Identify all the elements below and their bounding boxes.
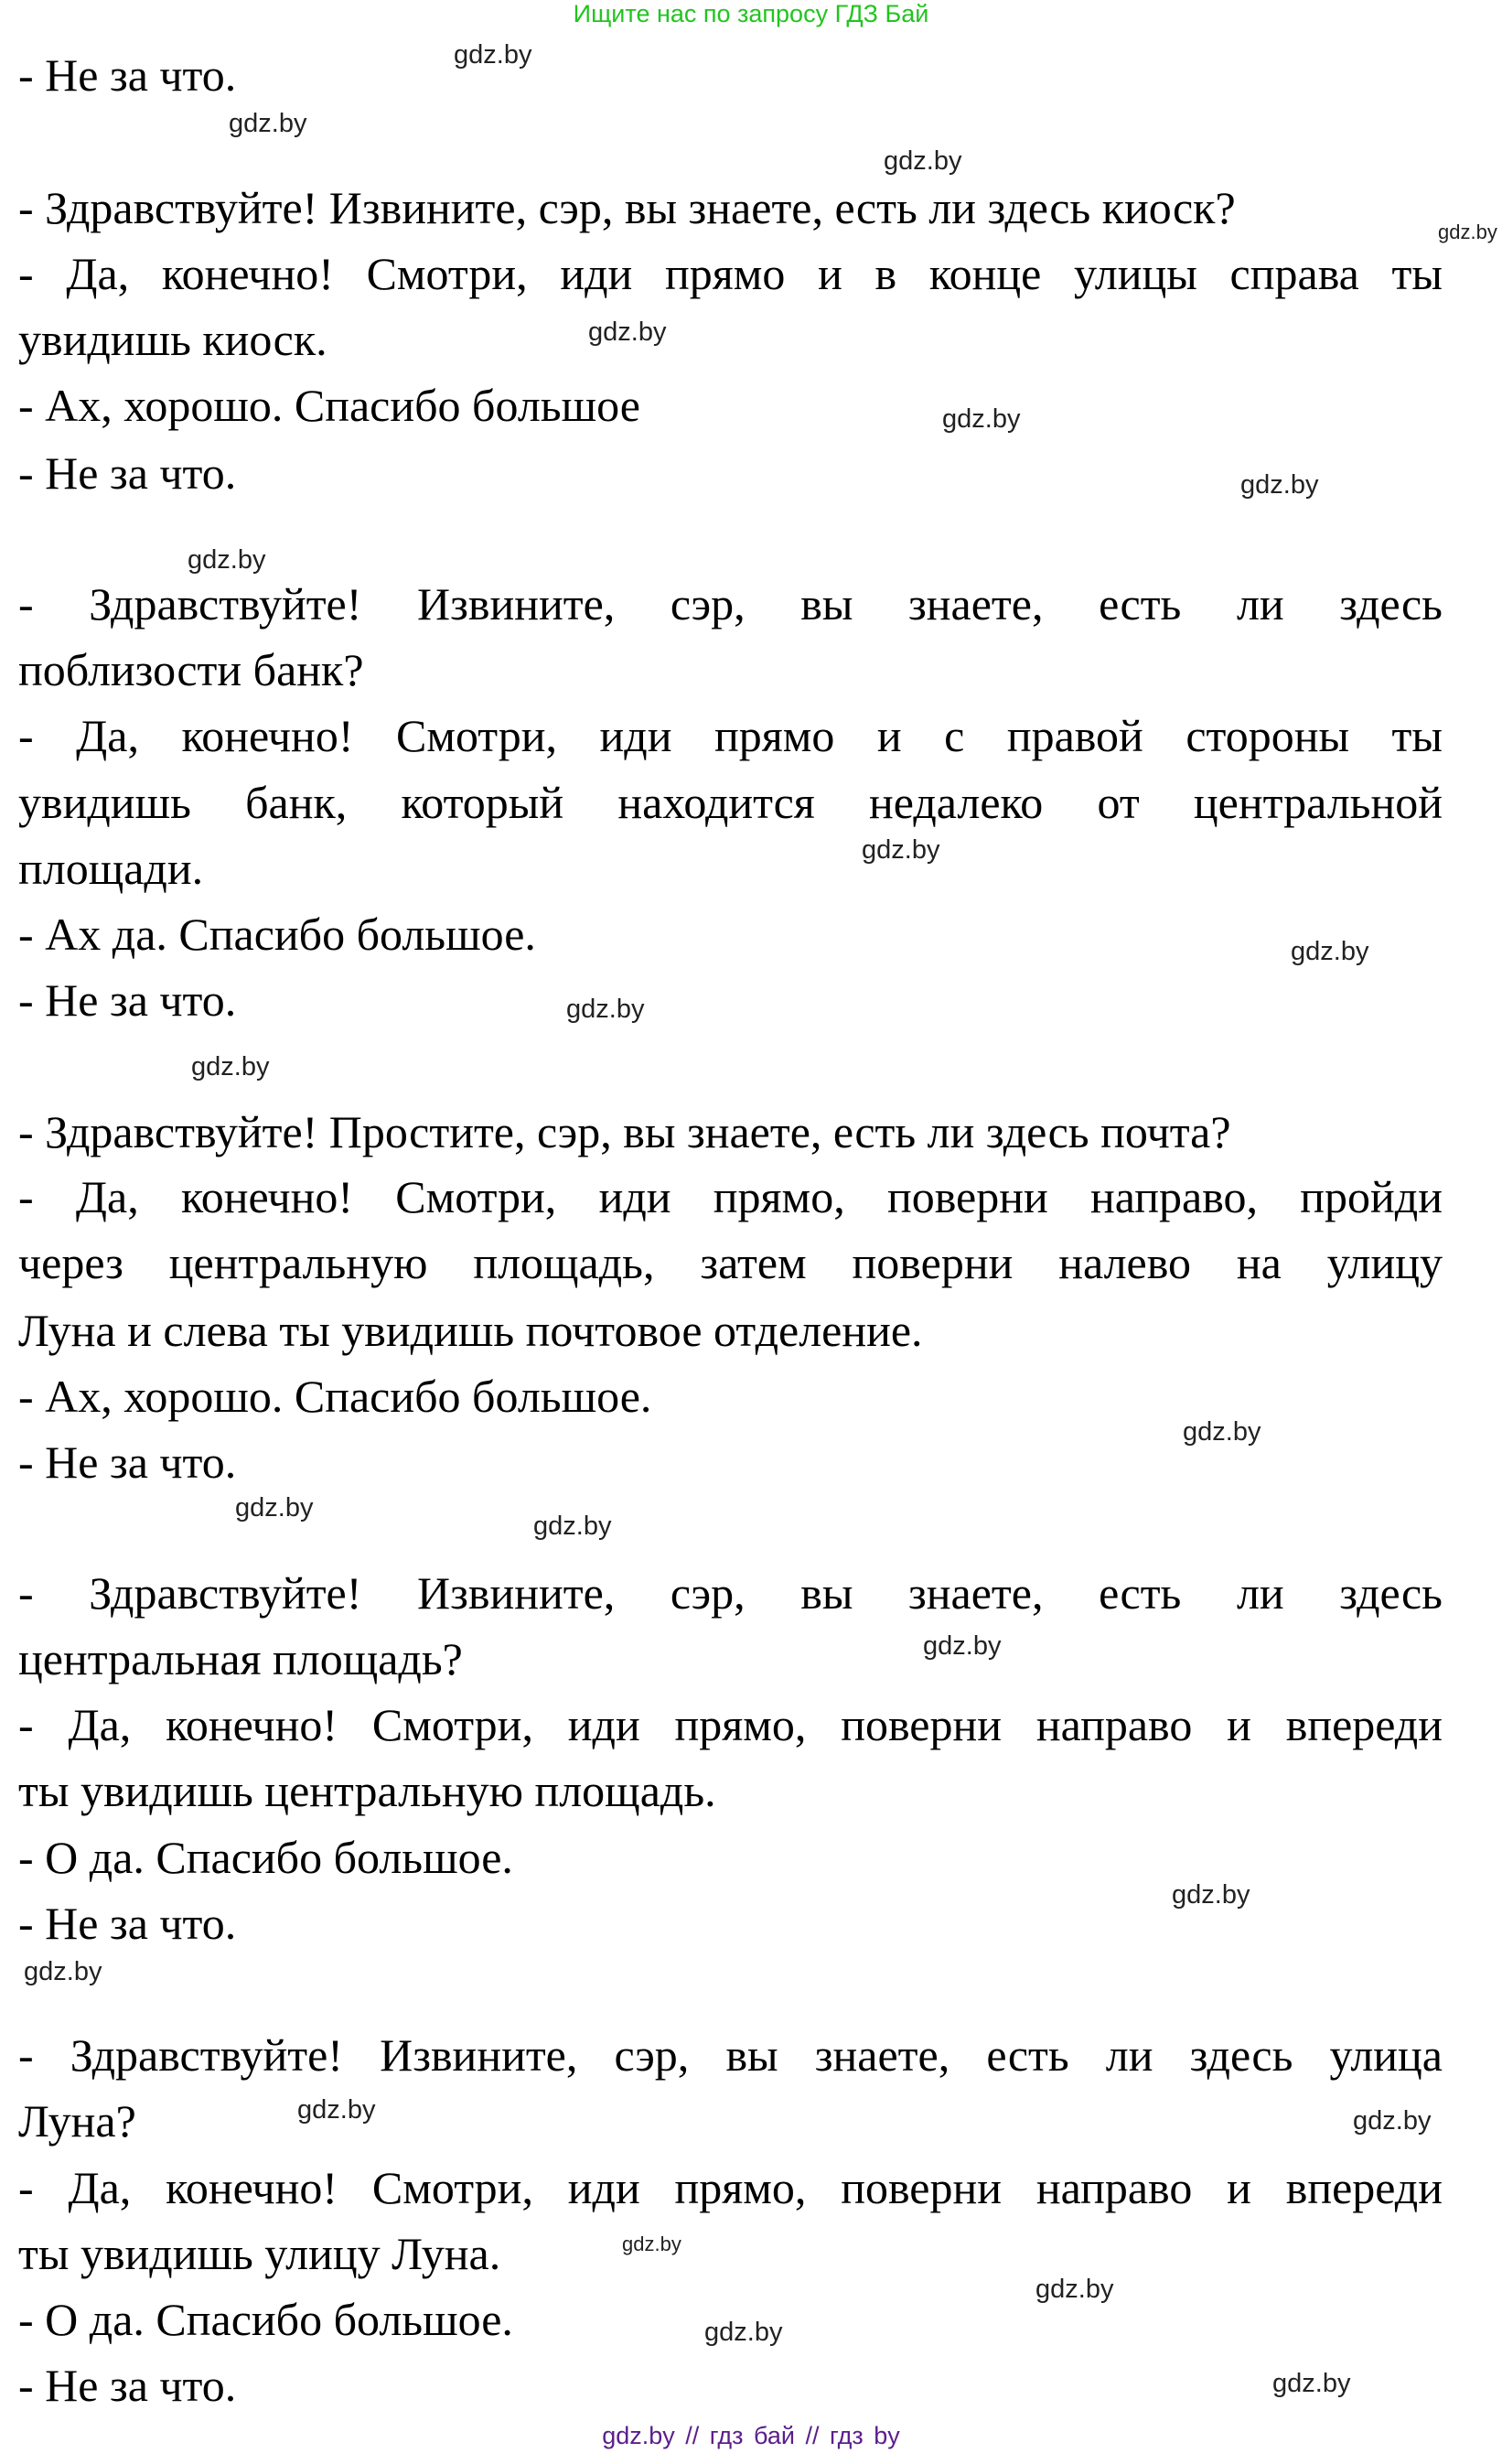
watermark: gdz.by [191, 1052, 270, 1081]
dialogue-line: центральная площадь? [18, 1633, 463, 1684]
dialogue-line: Луна? [18, 2095, 136, 2147]
watermark: gdz.by [229, 109, 307, 138]
watermark: gdz.by [923, 1631, 1002, 1661]
dialogue-line: ты увидишь улицу Луна. [18, 2228, 501, 2279]
watermark: gdz.by [1272, 2369, 1351, 2398]
dialogue-line: - Ах да. Спасибо большое. [18, 909, 536, 960]
search-hint-banner: Ищите нас по запросу ГДЗ Бай [573, 0, 929, 27]
dialogue-line: - Да, конечно! Смотри, иди прямо, поверни направо, пройди [18, 1171, 1443, 1222]
dialogue-line: - Да, конечно! Смотри, иди прямо, поверни направо и впереди [18, 1699, 1443, 1750]
watermark: gdz.by [454, 40, 532, 70]
watermark: gdz.by [1353, 2106, 1432, 2136]
watermark: gdz.by [1438, 221, 1497, 243]
watermark: gdz.by [188, 545, 266, 575]
dialogue-line: - Здравствуйте! Извините, сэр, вы знаете, есть ли здесь [18, 578, 1443, 629]
watermark: gdz.by [566, 995, 645, 1024]
dialogue-line: - Да, конечно! Смотри, иди прямо и в конце улицы справа ты [18, 248, 1443, 299]
dialogue-line: - Не за что. [18, 2360, 237, 2411]
watermark: gdz.by [942, 404, 1021, 434]
watermark: gdz.by [533, 1512, 612, 1541]
watermark: gdz.by [1240, 470, 1319, 500]
dialogue-line: - Здравствуйте! Извините, сэр, вы знаете, есть ли здесь улица [18, 2029, 1443, 2081]
dialogue-line: увидишь киоск. [18, 314, 327, 365]
dialogue-line: площади. [18, 843, 204, 894]
dialogue-line: - О да. Спасибо большое. [18, 1832, 513, 1883]
watermark: gdz.by [235, 1493, 314, 1523]
watermark: gdz.by [862, 835, 940, 865]
watermark: gdz.by [297, 2095, 376, 2125]
dialogue-line: - Да, конечно! Смотри, иди прямо и с правой стороны ты [18, 710, 1443, 761]
dialogue-line: ты увидишь центральную площадь. [18, 1765, 716, 1816]
watermark: gdz.by [1035, 2275, 1114, 2304]
dialogue-line: - Здравствуйте! Простите, сэр, вы знаете, есть ли здесь почта? [18, 1106, 1231, 1157]
watermark: gdz.by [588, 317, 667, 347]
dialogue-line: - Не за что. [18, 447, 237, 499]
footer-links[interactable]: gdz.by // гдз бай // гдз by [602, 2422, 900, 2449]
watermark: gdz.by [704, 2318, 783, 2347]
dialogue-line: - Здравствуйте! Извините, сэр, вы знаете, есть ли здесь [18, 1567, 1443, 1619]
dialogue-line: через центральную площадь, затем поверни налево на улицу [18, 1237, 1443, 1288]
dialogue-line: - Ах, хорошо. Спасибо большое [18, 380, 640, 431]
dialogue-line: - Да, конечно! Смотри, иди прямо, поверни направо и впереди [18, 2162, 1443, 2213]
watermark: gdz.by [1172, 1880, 1250, 1910]
watermark: gdz.by [24, 1957, 102, 1986]
dialogue-line: - Не за что. [18, 49, 237, 101]
dialogue-line: - Ах, хорошо. Спасибо большое. [18, 1371, 652, 1422]
dialogue-line: Луна и слева ты увидишь почтовое отделение. [18, 1305, 923, 1356]
watermark: gdz.by [1291, 937, 1369, 966]
watermark: gdz.by [1183, 1417, 1261, 1447]
dialogue-line: - Не за что. [18, 1898, 237, 1949]
dialogue-line: - Не за что. [18, 1436, 237, 1488]
dialogue-line: - Здравствуйте! Извините, сэр, вы знаете, есть ли здесь киоск? [18, 182, 1236, 233]
dialogue-line: - О да. Спасибо большое. [18, 2294, 513, 2345]
dialogue-line: поблизости банк? [18, 644, 364, 695]
dialogue-line: увидишь банк, который находится недалеко от центральной [18, 777, 1443, 828]
watermark: gdz.by [622, 2233, 681, 2255]
dialogue-line: - Не за что. [18, 974, 237, 1026]
watermark: gdz.by [884, 146, 962, 176]
